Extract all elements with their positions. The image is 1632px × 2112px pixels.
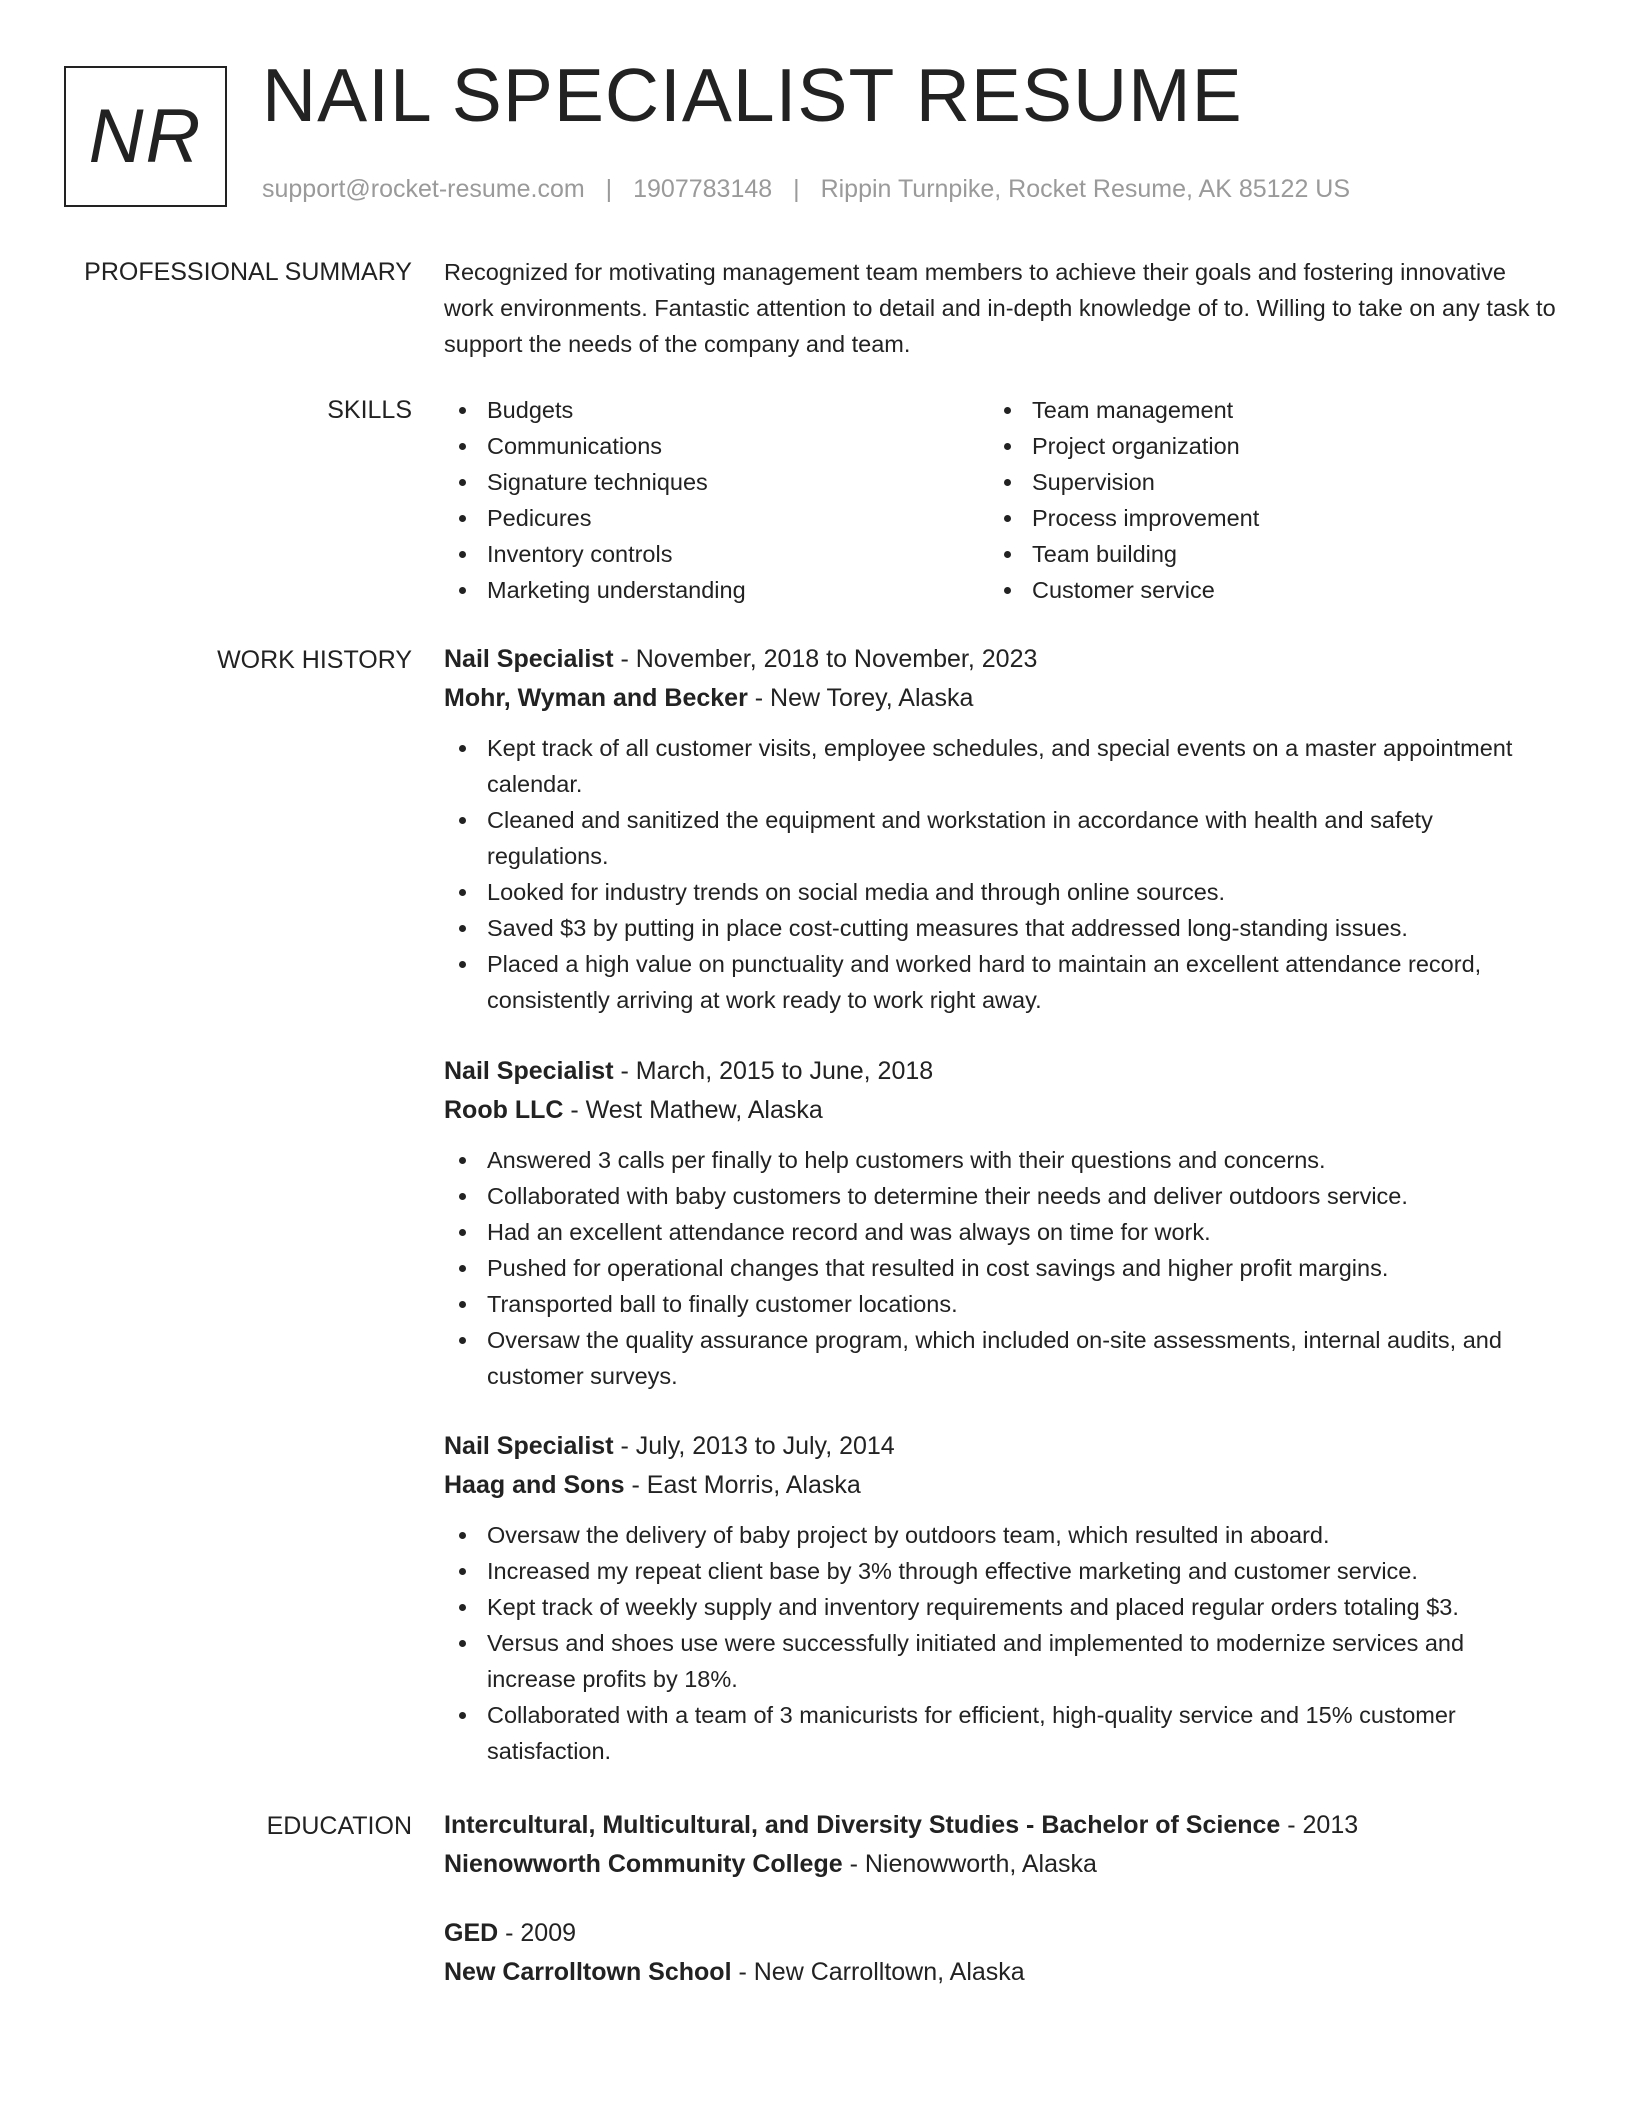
education-school-line <box>444 1953 1556 1992</box>
skill-item: Marketing understanding <box>444 572 989 608</box>
education-degree-line <box>444 1914 1556 1953</box>
education-entry <box>444 1806 1556 1884</box>
skill-item: Budgets <box>444 392 989 428</box>
contact-phone[interactable]: 1907783148 <box>633 175 773 203</box>
job-bullet: Collaborated with a team of 3 manicurists for efficient, high-quality service and 15% customer satisfaction. <box>444 1697 1556 1769</box>
job-bullet: Answered 3 calls per finally to help customers with their questions and concerns. <box>444 1142 1556 1178</box>
summary-text: Recognized for motivating management team members to achieve their goals and fostering innovative work environments. Fantastic attention to detail and in-depth knowledge of to. Willing to take on any task to support the needs of the company and team. <box>444 259 1556 357</box>
contact-line <box>262 175 1350 204</box>
skill-item: Customer service <box>989 572 1534 608</box>
job-bullet: Versus and shoes use were successfully initiated and implemented to modernize services and increase profits by 18%. <box>444 1625 1556 1697</box>
section-label-education: EDUCATION <box>266 1812 412 1840</box>
job-title-line <box>444 1427 1556 1466</box>
education-school: Nienowworth Community College <box>444 1850 843 1878</box>
skill-item: Team building <box>989 536 1534 572</box>
job-entry <box>444 1427 1556 1769</box>
job-title: Nail Specialist <box>444 645 614 673</box>
skills-block <box>444 392 1556 608</box>
skill-item: Pedicures <box>444 500 989 536</box>
job-dates: - July, 2013 to July, 2014 <box>613 1432 895 1460</box>
education-location: - Nienowworth, Alaska <box>842 1850 1097 1878</box>
education-year: - 2009 <box>498 1919 577 1947</box>
job-bullet: Saved $3 by putting in place cost-cutting measures that addressed long-standing issues. <box>444 910 1556 946</box>
job-bullets <box>444 1517 1556 1769</box>
job-company-line <box>444 679 1556 718</box>
job-company-line <box>444 1091 1556 1130</box>
job-bullet: Placed a high value on punctuality and worked hard to maintain an excellent attendance record, consistently arriving at work ready to work right away. <box>444 946 1556 1018</box>
job-bullet: Kept track of all customer visits, employee schedules, and special events on a master appointment calendar. <box>444 730 1556 802</box>
job-company: Mohr, Wyman and Becker <box>444 684 748 712</box>
education-degree-line <box>444 1806 1556 1845</box>
education-location: - New Carrolltown, Alaska <box>731 1958 1025 1986</box>
skills-column-right <box>989 392 1534 608</box>
section-label-work-history: WORK HISTORY <box>217 646 412 674</box>
job-title-line <box>444 1052 1556 1091</box>
job-bullet: Increased my repeat client base by 3% through effective marketing and customer service. <box>444 1553 1556 1589</box>
skill-item: Signature techniques <box>444 464 989 500</box>
contact-email[interactable]: support@rocket-resume.com <box>262 175 585 203</box>
education-degree: GED <box>444 1919 499 1947</box>
contact-separator: | <box>793 175 800 203</box>
skill-item: Team management <box>989 392 1534 428</box>
contact-address: Rippin Turnpike, Rocket Resume, AK 85122 US <box>820 175 1351 203</box>
job-title: Nail Specialist <box>444 1057 614 1085</box>
contact-separator: | <box>605 175 613 203</box>
job-company: Roob LLC <box>444 1096 564 1124</box>
education-school-line <box>444 1845 1556 1884</box>
education-degree: Intercultural, Multicultural, and Diversity Studies - Bachelor of Science <box>444 1811 1281 1839</box>
job-bullet: Oversaw the quality assurance program, which included on-site assessments, internal audits, and customer surveys. <box>444 1322 1556 1394</box>
job-location: - West Mathew, Alaska <box>563 1096 823 1124</box>
resume-title: NAIL SPECIALIST RESUME <box>262 53 1243 137</box>
job-entry <box>444 640 1556 1018</box>
skills-grid <box>444 392 1556 608</box>
skill-item: Supervision <box>989 464 1534 500</box>
job-bullet: Cleaned and sanitized the equipment and workstation in accordance with health and safety regulations. <box>444 802 1556 874</box>
job-title: Nail Specialist <box>444 1432 614 1460</box>
job-dates: - November, 2018 to November, 2023 <box>613 645 1038 673</box>
job-bullet: Collaborated with baby customers to determine their needs and deliver outdoors service. <box>444 1178 1556 1214</box>
job-bullets <box>444 730 1556 1018</box>
job-location: - East Morris, Alaska <box>624 1471 861 1499</box>
section-label-summary: PROFESSIONAL SUMMARY <box>84 258 412 286</box>
job-entry <box>444 1052 1556 1394</box>
job-location: - New Torey, Alaska <box>747 684 974 712</box>
job-dates: - March, 2015 to June, 2018 <box>613 1057 934 1085</box>
job-company-line <box>444 1466 1556 1505</box>
skill-item: Project organization <box>989 428 1534 464</box>
monogram-initials: NR <box>64 66 227 207</box>
job-bullets <box>444 1142 1556 1394</box>
job-bullet: Oversaw the delivery of baby project by outdoors team, which resulted in aboard. <box>444 1517 1556 1553</box>
job-bullet: Pushed for operational changes that resulted in cost savings and higher profit margins. <box>444 1250 1556 1286</box>
skills-column-left <box>444 392 989 608</box>
job-company: Haag and Sons <box>444 1471 625 1499</box>
skill-item: Inventory controls <box>444 536 989 572</box>
skill-item: Process improvement <box>989 500 1534 536</box>
job-bullet: Transported ball to finally customer locations. <box>444 1286 1556 1322</box>
education-year: - 2013 <box>1280 1811 1359 1839</box>
job-title-line <box>444 640 1556 679</box>
section-label-skills: SKILLS <box>327 396 412 424</box>
skill-item: Communications <box>444 428 989 464</box>
education-entry <box>444 1914 1556 1992</box>
job-bullet: Looked for industry trends on social media and through online sources. <box>444 874 1556 910</box>
education-school: New Carrolltown School <box>444 1958 732 1986</box>
job-bullet: Had an excellent attendance record and was always on time for work. <box>444 1214 1556 1250</box>
summary-block <box>444 254 1556 362</box>
job-bullet: Kept track of weekly supply and inventory requirements and placed regular orders totaling $3. <box>444 1589 1556 1625</box>
